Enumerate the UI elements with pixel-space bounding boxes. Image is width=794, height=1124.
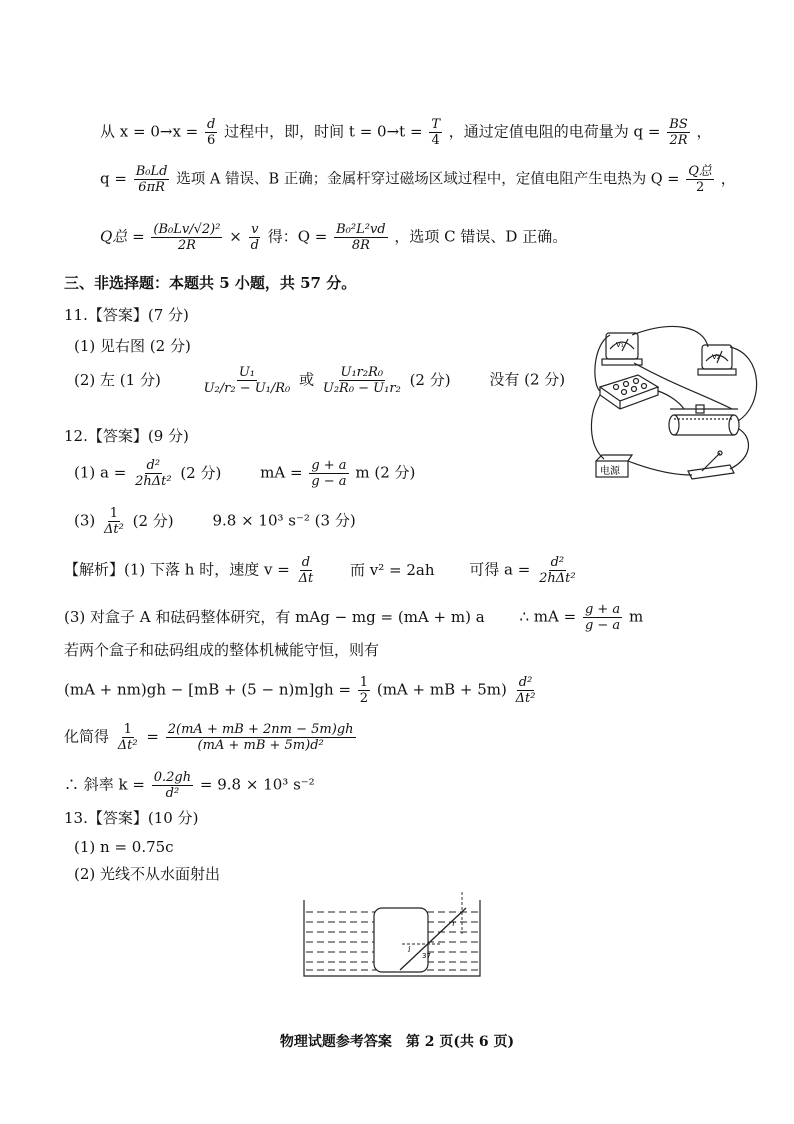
q13-heading: 13.【答案】(10 分) xyxy=(64,809,199,827)
l3-text-c: 得：Q = xyxy=(267,227,328,246)
an2-c: m xyxy=(628,607,644,626)
q11-part1: (1) 见右图 (2 分) xyxy=(74,337,191,355)
q12-part1 xyxy=(74,458,415,489)
fraction-an5-left: $\frac{1}{\text{Δt²}}$ xyxy=(117,722,138,753)
l2-text-b: 选项 A 错误、B 正确；金属杆穿过磁场区域过程中，定值电阻产生电热为 Q = xyxy=(176,171,680,188)
section-3-heading: 三、非选择题：本题共 5 小题，共 57 分。 xyxy=(64,274,357,292)
text-line-2 xyxy=(100,164,736,195)
an4-b: (mA + mB + 5m) xyxy=(376,680,507,699)
label-angle: 37 xyxy=(422,952,431,960)
q11-part2-left: (2) 左 (1 分) xyxy=(74,370,161,389)
q12-3-a: (3) xyxy=(74,511,96,530)
fraction-half: $\frac{1}{2}$ xyxy=(359,675,369,706)
fraction-q11-b: $\frac{\text{U₁r₂R₀}}{\text{U₂R₀ − U₁r₂}}$ xyxy=(322,365,401,396)
circuit-label-v1: V₁ xyxy=(616,341,624,349)
q13-part1: (1) n = 0.75c xyxy=(74,838,174,856)
q12-1-ma: mA = xyxy=(260,463,303,482)
fraction-q12-ma: $\frac{g + a}{g - a}$ xyxy=(311,458,347,489)
circuit-label-source: 电源 xyxy=(600,466,620,477)
fraction-v-d: $\frac{v}{d}$ xyxy=(250,222,259,253)
circuit-label-v2: V₂ xyxy=(712,353,720,361)
q11-part2 xyxy=(74,365,565,396)
l3-text-b: × xyxy=(229,227,242,246)
an4-a: (mA + nm)gh − [mB + (5 − n)m]gh = xyxy=(64,680,352,699)
q12-part3 xyxy=(74,506,356,537)
fraction-qtotal: $\frac{\text{Q总}}{2}$ xyxy=(688,164,712,195)
fraction-an4: $\frac{\text{d²}}{\text{Δt²}}$ xyxy=(515,675,536,706)
fraction-heat: $\frac{\text{B₀²L²vd}}{8R}$ xyxy=(336,222,386,253)
fraction-q12-3: $\frac{1}{\text{Δt²}}$ xyxy=(104,506,124,537)
fraction-slope: $\frac{0.2gh}{\text{d²}}$ xyxy=(153,770,192,801)
text-line-1 xyxy=(100,117,712,148)
q11-none: 没有 (2 分) xyxy=(489,370,566,389)
q11-or: 或 xyxy=(299,370,315,389)
q11-score: (2 分) xyxy=(409,370,451,389)
analysis-line-1 xyxy=(64,555,580,586)
l3-text-a: Q总 = xyxy=(100,227,145,246)
fraction-d-6: $\frac{d}{6}$ xyxy=(207,117,216,148)
an5-a: 化简得 xyxy=(64,727,110,746)
q12-3-value: 9.8 × 10³ s⁻² (3 分) xyxy=(212,511,356,530)
fraction-an1-v: $\frac{d}{\Delta t}$ xyxy=(298,555,314,586)
l1-text-b: 过程中，即，时间 t = 0→t = xyxy=(224,122,423,141)
an5-b: = xyxy=(146,727,159,746)
label-r: r xyxy=(452,919,456,928)
fraction-q12-a: $\frac{\text{d²}}{\text{2hΔt²}}$ xyxy=(135,458,172,489)
an6-b: = 9.8 × 10³ s⁻² xyxy=(199,775,315,794)
text-line-3 xyxy=(100,222,567,253)
switch xyxy=(688,465,734,479)
fraction-an2: $\frac{g + a}{g - a}$ xyxy=(584,602,621,633)
fraction-charge: $\frac{\text{B₀Ld}}{6\pi R}$ xyxy=(135,164,168,195)
l2-text-c: ， xyxy=(720,169,736,188)
analysis-line-5 xyxy=(64,722,358,753)
fraction-power: $\frac{\text{(B₀Lv/√2)²}}{2R}$ xyxy=(153,222,221,253)
l1-text-d: ， xyxy=(696,122,712,141)
an2-a: (3) 对盒子 A 和砝码整体研究，有 mAg − mg = (mA + m) a xyxy=(64,607,485,626)
l3-text-d: ，选项 C 错误、D 正确。 xyxy=(394,227,568,246)
fraction-an5-right: $\frac{2(mA + mB + 2nm - 5m)gh}{\text{(mA + mB + 5m)d²}}$ xyxy=(167,722,354,753)
an1-b: 而 v² = 2ah xyxy=(349,560,435,579)
circuit-figure xyxy=(584,325,774,485)
fraction-bs-2r: $\frac{BS}{2R}$ xyxy=(669,117,688,148)
l1-text-a: 从 x = 0→x = xyxy=(100,122,199,141)
an6-a: ∴ 斜率 k = xyxy=(64,775,145,794)
glass-block xyxy=(374,908,428,972)
fraction-q11-a: $\frac{\text{U₁}}{\text{U₂/r₂ − U₁/R₀}}$ xyxy=(203,365,291,396)
q11-heading: 11.【答案】(7 分) xyxy=(64,306,189,324)
water-tank-figure xyxy=(298,890,488,982)
resistance-box xyxy=(600,375,658,401)
an2-b: ∴ mA = xyxy=(519,607,577,626)
q12-1-m: m (2 分) xyxy=(355,463,416,482)
label-i: i xyxy=(408,945,411,954)
fraction-an1-a: $\frac{\text{d²}}{\text{2hΔt²}}$ xyxy=(539,555,576,586)
q12-heading: 12.【答案】(9 分) xyxy=(64,427,189,445)
an1-c: 可得 a = xyxy=(469,560,531,579)
l1-text-c: ，通过定值电阻的电荷量为 q = xyxy=(448,122,661,141)
l2-text-a: q = xyxy=(100,169,127,188)
analysis-line-2 xyxy=(64,602,643,633)
q13-part2: (2) 光线不从水面射出 xyxy=(74,865,221,883)
analysis-line-4 xyxy=(64,675,539,706)
analysis-line-3: 若两个盒子和砝码组成的整体机械能守恒，则有 xyxy=(64,641,380,659)
page-footer: 物理试题参考答案 第 2 页(共 6 页) xyxy=(279,1034,515,1050)
q12-3-score: (2 分) xyxy=(132,511,174,530)
rheostat xyxy=(669,405,739,435)
fraction-t-4: $\frac{T}{4}$ xyxy=(431,117,440,148)
q12-1-a: (1) a = xyxy=(74,463,127,482)
an1-a: 【解析】(1) 下落 h 时，速度 v = xyxy=(64,560,290,579)
analysis-line-6 xyxy=(64,770,315,801)
q12-1-score: (2 分) xyxy=(180,463,222,482)
